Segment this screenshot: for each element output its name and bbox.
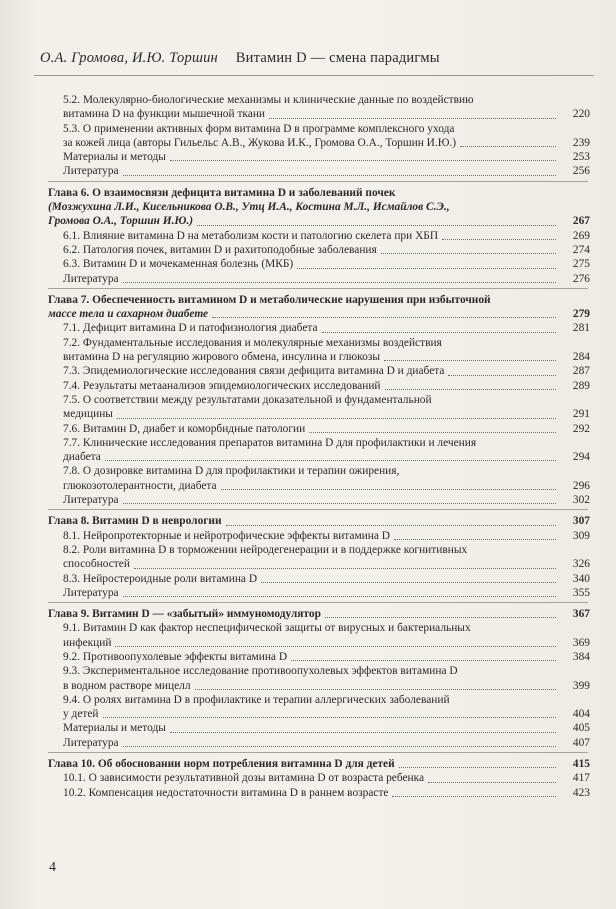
- toc-page-number: 399: [572, 679, 590, 692]
- toc-line: [63, 543, 590, 557]
- dot-leader: [428, 781, 556, 783]
- toc-section-entry[interactable]: [48, 464, 590, 493]
- toc-line: [63, 364, 590, 378]
- chapter-separator: [48, 752, 588, 753]
- toc-line-text: Материалы и методы: [63, 722, 166, 735]
- toc-line-text: 5.2. Молекулярно-биологические механизмы и клинические данные по воздействию: [63, 94, 474, 106]
- dot-leader: [460, 145, 556, 147]
- dot-leader: [123, 502, 556, 504]
- toc-line-text: Литература: [63, 272, 119, 285]
- toc-line-text: Громова О.А., Торшин И.Ю.): [48, 215, 194, 228]
- toc-line-text: 7.4. Результаты метаанализов эпидемиологических исследований: [63, 379, 381, 392]
- toc-line: [48, 293, 590, 307]
- dot-leader: [448, 374, 556, 376]
- toc-line: [63, 736, 590, 750]
- toc-line: [63, 771, 590, 785]
- toc-section-entry[interactable]: [48, 243, 590, 257]
- toc-line-text: Литература: [63, 736, 119, 749]
- toc-page-number: 253: [572, 151, 590, 164]
- toc-line: [48, 186, 590, 200]
- toc-page-number: 267: [572, 215, 590, 228]
- toc-line: [63, 393, 590, 407]
- chapter-separator: [48, 288, 588, 289]
- toc-line-text: Глава 7. Обеспеченность витамином D и метаболические нарушения при избыточной: [48, 293, 491, 306]
- dot-leader: [197, 224, 556, 226]
- dot-leader: [221, 488, 556, 490]
- dot-leader: [399, 766, 556, 768]
- dot-leader: [195, 688, 556, 690]
- toc-section-entry[interactable]: [48, 721, 590, 735]
- toc-line-text: 10.2. Компенсация недостаточности витамина D в раннем возрасте: [63, 786, 389, 799]
- toc-page-number: 287: [572, 365, 590, 378]
- chapter-separator: [48, 181, 588, 182]
- toc-line-text: 7.6. Витамин D, диабет и коморбидные патологии: [63, 422, 306, 435]
- dot-leader: [123, 595, 556, 597]
- toc-line-text: 8.2. Роли витамина D в торможении нейродегенерации и в поддержке когнитивных: [63, 543, 468, 556]
- toc-page-number: 274: [572, 243, 590, 256]
- toc-section-entry[interactable]: [48, 436, 590, 465]
- toc-line-text: массе тела и сахарном диабете: [48, 308, 209, 321]
- toc-page-number: 269: [572, 229, 590, 242]
- toc-section-entry[interactable]: [48, 321, 590, 335]
- toc-section-entry[interactable]: [48, 379, 590, 393]
- toc-line-text: 9.4. О ролях витамина D в профилактике и терапии аллергических заболеваний: [63, 693, 450, 706]
- dot-leader: [134, 567, 556, 569]
- toc-line-text: за кожей лица (авторы Гильельс А.В., Жукова И.К., Громова О.А., Торшин И.Ю.): [63, 136, 457, 149]
- dot-leader: [325, 616, 556, 618]
- toc-section-entry[interactable]: [48, 122, 590, 151]
- dot-leader: [392, 795, 556, 797]
- dot-leader: [394, 538, 556, 540]
- toc-line: [63, 150, 590, 164]
- toc-line-text: Глава 8. Витамин D в неврологии: [48, 515, 222, 528]
- toc-line: [63, 336, 590, 350]
- toc-line-text: 8.1. Нейропротекторные и нейротрофические эффекты витамина D: [63, 529, 391, 542]
- toc-page-number: 276: [572, 272, 590, 285]
- toc-page-number: 407: [572, 736, 590, 749]
- toc-line: [63, 493, 590, 507]
- toc-line: [63, 650, 590, 664]
- dot-leader: [105, 459, 556, 461]
- toc-line: [63, 721, 590, 735]
- toc-line-text: витамина D на функции мышечной ткани: [63, 108, 266, 121]
- toc-page-number: 284: [572, 351, 590, 364]
- toc-line: [63, 422, 590, 436]
- toc-line: [63, 786, 590, 800]
- toc-line-text: Литература: [63, 494, 119, 507]
- toc-line: [48, 514, 590, 528]
- table-of-contents: [48, 93, 590, 800]
- dot-leader: [115, 645, 556, 647]
- toc-line: [63, 93, 590, 107]
- toc-section-entry[interactable]: [48, 336, 590, 365]
- toc-line-text: в водном растворе мицелл: [63, 679, 191, 692]
- toc-page-number: 296: [572, 479, 590, 492]
- toc-section-entry[interactable]: [48, 93, 590, 122]
- toc-page-number: 404: [572, 708, 590, 721]
- toc-section-entry[interactable]: [48, 150, 590, 164]
- toc-line: [63, 229, 590, 243]
- toc-line-text: 7.3. Эпидемиологические исследования связи дефицита витамина D и диабета: [63, 365, 445, 378]
- toc-section-entry[interactable]: [48, 364, 590, 378]
- dot-leader: [269, 117, 556, 119]
- toc-line: [48, 214, 590, 228]
- toc-page-number: 291: [572, 408, 590, 421]
- toc-line: [63, 407, 590, 421]
- header-authors: О.А. Громова, И.Ю. Торшин: [40, 50, 218, 66]
- toc-page-number: 369: [572, 636, 590, 649]
- toc-line: [63, 572, 590, 586]
- toc-page-number: 415: [572, 758, 590, 771]
- toc-section-entry[interactable]: [48, 272, 590, 286]
- toc-line: [63, 664, 590, 678]
- toc-line: [63, 679, 590, 693]
- toc-line-text: глюкозотолерантности, диабета: [63, 479, 217, 492]
- toc-page-number: 294: [572, 451, 590, 464]
- toc-page-number: 281: [572, 322, 590, 335]
- toc-section-entry[interactable]: [48, 586, 590, 600]
- dot-leader: [123, 174, 556, 176]
- toc-line-text: (Мозжухина Л.И., Кисельникова О.В., Утц И.А., Костина М.Л., Исмайлов С.Э.,: [48, 201, 450, 214]
- toc-line-text: 7.1. Дефицит витамина D и патофизиология диабета: [63, 322, 318, 335]
- toc-section-entry[interactable]: [48, 229, 590, 243]
- toc-line: [63, 707, 590, 721]
- dot-leader: [170, 159, 556, 161]
- toc-line-text: 6.2. Патология почек, витамин D и рахитоподобные заболевания: [63, 243, 377, 256]
- toc-line: [63, 693, 590, 707]
- toc-page-number: 292: [572, 422, 590, 435]
- toc-section-entry[interactable]: [48, 621, 590, 650]
- chapter-separator: [48, 509, 588, 510]
- toc-page-number: 423: [572, 786, 590, 799]
- chapter-separator: [48, 602, 588, 603]
- toc-chapter-entry[interactable]: [48, 186, 590, 229]
- toc-line-text: Глава 10. Об обосновании норм потребления витамина D для детей: [48, 758, 395, 771]
- toc-section-entry[interactable]: [48, 771, 590, 785]
- toc-line: [48, 757, 590, 771]
- toc-section-entry[interactable]: [48, 529, 590, 543]
- dot-leader: [309, 431, 556, 433]
- toc-section-entry[interactable]: [48, 493, 590, 507]
- toc-line: [63, 243, 590, 257]
- toc-line: [63, 464, 590, 478]
- toc-line: [63, 257, 590, 271]
- toc-line-text: способностей: [63, 558, 130, 571]
- toc-page-number: 256: [572, 165, 590, 178]
- toc-line: [63, 621, 590, 635]
- toc-line: [48, 607, 590, 621]
- toc-page-number: 275: [572, 258, 590, 271]
- toc-line-text: Литература: [63, 165, 119, 178]
- toc-line: [63, 321, 590, 335]
- toc-chapter-entry[interactable]: [48, 293, 590, 322]
- dot-leader: [123, 745, 556, 747]
- dot-leader: [442, 238, 556, 240]
- toc-line-text: 5.3. О применении активных форм витамина D в программе комплексного ухода: [63, 122, 455, 135]
- dot-leader: [170, 731, 556, 733]
- toc-line: [63, 557, 590, 571]
- toc-section-entry[interactable]: [48, 572, 590, 586]
- dot-leader: [226, 524, 556, 526]
- toc-line-text: Глава 6. О взаимосвязи дефицита витамина D и заболеваний почек: [48, 186, 396, 199]
- toc-line-text: 7.5. О соответствии между результатами доказательной и фундаментальной: [63, 393, 432, 406]
- toc-section-entry[interactable]: [48, 543, 590, 572]
- toc-line-text: витамина D на регуляцию жирового обмена, инсулина и глюкозы: [63, 351, 380, 364]
- toc-page-number: 220: [572, 108, 590, 121]
- toc-page-number: 289: [572, 379, 590, 392]
- toc-line: [48, 307, 590, 321]
- dot-leader: [385, 388, 556, 390]
- dot-leader: [123, 281, 556, 283]
- toc-line-text: медицины: [63, 408, 113, 421]
- toc-line-text: у детей: [63, 708, 99, 721]
- toc-section-entry[interactable]: [48, 664, 590, 693]
- toc-page-number: 307: [572, 515, 590, 528]
- dot-leader: [103, 716, 556, 718]
- toc-page-number: 326: [572, 558, 590, 571]
- toc-line: [63, 479, 590, 493]
- toc-section-entry[interactable]: [48, 650, 590, 664]
- toc-line-text: 10.1. О зависимости результативной дозы витамина D от возраста ребенка: [63, 772, 425, 785]
- toc-section-entry[interactable]: [48, 693, 590, 722]
- toc-line: [63, 350, 590, 364]
- dot-leader: [291, 659, 556, 661]
- toc-line-text: диабета: [63, 451, 101, 464]
- header-title: Витамин D — смена парадигмы: [235, 50, 440, 66]
- toc-chapter-entry[interactable]: [48, 757, 590, 771]
- toc-chapter-entry[interactable]: [48, 607, 590, 621]
- dot-leader: [261, 581, 556, 583]
- toc-line: [63, 272, 590, 286]
- toc-line: [63, 164, 590, 178]
- toc-page-number: 302: [572, 494, 590, 507]
- running-header: [40, 50, 585, 72]
- toc-line-text: 7.7. Клинические исследования препаратов витамина D для профилактики и лечения: [63, 436, 477, 449]
- toc-line-text: Глава 9. Витамин D — «забытый» иммуномодулятор: [48, 608, 321, 621]
- toc-line: [48, 200, 590, 214]
- toc-line: [63, 379, 590, 393]
- toc-page-number: 417: [572, 772, 590, 785]
- toc-section-entry[interactable]: [48, 257, 590, 271]
- toc-page-number: 384: [572, 650, 590, 663]
- toc-chapter-entry[interactable]: [48, 514, 590, 528]
- toc-section-entry[interactable]: [48, 164, 590, 178]
- toc-page-number: 340: [572, 572, 590, 585]
- toc-line: [63, 107, 590, 121]
- toc-line-text: инфекций: [63, 636, 112, 649]
- toc-page-number: 405: [572, 722, 590, 735]
- toc-line-text: 7.8. О дозировке витамина D для профилактики и терапии ожирения,: [63, 465, 400, 478]
- toc-line: [63, 529, 590, 543]
- toc-line-text: 9.2. Противоопухолевые эффекты витамина D: [63, 650, 288, 663]
- toc-section-entry[interactable]: [48, 736, 590, 750]
- toc-line-text: 6.1. Влияние витамина D на метаболизм кости и патологию скелета при ХБП: [63, 229, 439, 242]
- toc-line: [63, 122, 590, 136]
- toc-line: [63, 436, 590, 450]
- dot-leader: [322, 331, 556, 333]
- toc-page-number: 239: [572, 136, 590, 149]
- header-rule: [34, 75, 594, 76]
- toc-line: [63, 636, 590, 650]
- toc-line-text: 9.1. Витамин D как фактор неспецифической защиты от вирусных и бактериальных: [63, 622, 471, 635]
- toc-line: [63, 586, 590, 600]
- toc-line-text: 7.2. Фундаментальные исследования и молекулярные механизмы воздействия: [63, 336, 442, 349]
- toc-page-number: 279: [572, 308, 590, 321]
- dot-leader: [212, 316, 556, 318]
- toc-section-entry[interactable]: [48, 422, 590, 436]
- toc-section-entry[interactable]: [48, 786, 590, 800]
- dot-leader: [384, 359, 556, 361]
- toc-line: [63, 450, 590, 464]
- page-number: 4: [49, 860, 56, 875]
- toc-line-text: 9.3. Экспериментальное исследование противоопухолевых эффектов витамина D: [63, 665, 458, 678]
- toc-line-text: Литература: [63, 586, 119, 599]
- dot-leader: [297, 267, 556, 269]
- toc-line: [63, 136, 590, 150]
- dot-leader: [381, 252, 556, 254]
- toc-line-text: 6.3. Витамин D и мочекаменная болезнь (МКБ): [63, 258, 294, 271]
- toc-section-entry[interactable]: [48, 393, 590, 422]
- toc-page-number: 309: [572, 529, 590, 542]
- toc-page-number: 367: [572, 608, 590, 621]
- toc-page-number: 355: [572, 586, 590, 599]
- toc-line-text: 8.3. Нейростероидные роли витамина D: [63, 572, 258, 585]
- toc-line-text: Материалы и методы: [63, 151, 166, 164]
- dot-leader: [117, 417, 556, 419]
